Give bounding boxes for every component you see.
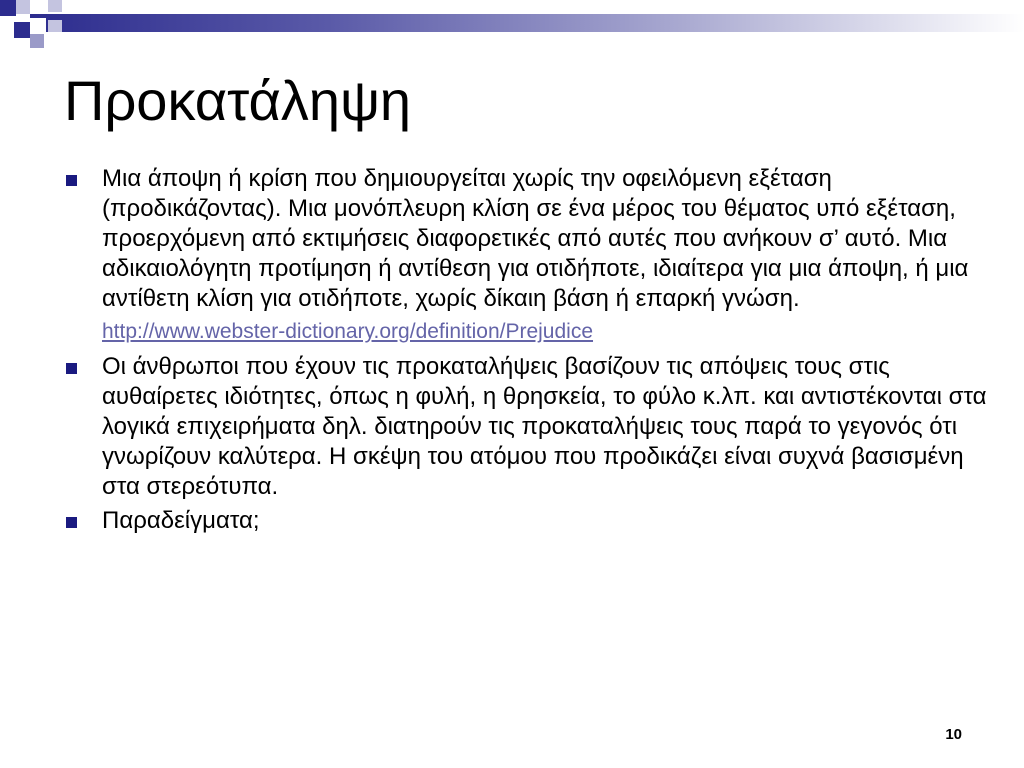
bullet-text: Παραδείγματα; bbox=[102, 507, 260, 534]
bullet-item bbox=[64, 506, 994, 536]
bullet-item bbox=[64, 352, 994, 502]
source-link[interactable]: http://www.webster-dictionary.org/definition/Prejudice bbox=[102, 320, 594, 343]
bullet-text: Οι άνθρωποι που έχουν τις προκαταλήψεις βασίζουν τις απόψεις τους στις αυθαίρετες ιδιότητες, όπως η φυλή, η θρησκεία, το φύλο κ.λπ. και αντιστέκονται στα λογικά επιχειρήματα δηλ. διατηρούν τις προκαταλήψεις τους παρά το γεγονός ότι γνωρίζουν καλύτερα. Η σκέψη του ατόμου που προδικάζει είναι συχνά βασισμένη στα στερεότυπα. bbox=[102, 353, 987, 500]
decorative-square bbox=[0, 34, 12, 46]
decorative-square bbox=[16, 0, 30, 14]
decorative-square bbox=[30, 34, 44, 48]
square-bullet-icon bbox=[66, 363, 77, 374]
header-gradient-band bbox=[30, 14, 1024, 32]
slide-title: Προκατάληψη bbox=[64, 69, 412, 132]
square-bullet-icon bbox=[66, 175, 77, 186]
bullet-text: Μια άποψη ή κρίση που δημιουργείται χωρίς την οφειλόμενη εξέταση (προδικάζοντας). Μια μονόπλευρη κλίση σε ένα μέρος του θέματος υπό εξέταση, προερχόμενη από εκτιμήσεις διαφορετικές από αυτές που ανήκουν σ’ αυτό. Μια αδικαιολόγητη προτίμηση ή αντίθεση για οτιδήποτε, ιδιαίτερα για μια άποψη, ή μια αντίθετη κλίση για οτιδήποτε, χωρίς δίκαιη βάση ή επαρκή γνώση. bbox=[102, 165, 969, 312]
decorative-square bbox=[48, 0, 62, 12]
decorative-square bbox=[0, 0, 16, 16]
bullet-item bbox=[64, 164, 994, 314]
decorative-square bbox=[14, 22, 30, 38]
decorative-square bbox=[48, 20, 62, 32]
decorative-square bbox=[64, 0, 78, 14]
page-number: 10 bbox=[945, 726, 962, 743]
decorative-square bbox=[30, 18, 46, 34]
slide-body bbox=[64, 164, 994, 540]
square-bullet-icon bbox=[66, 517, 77, 528]
